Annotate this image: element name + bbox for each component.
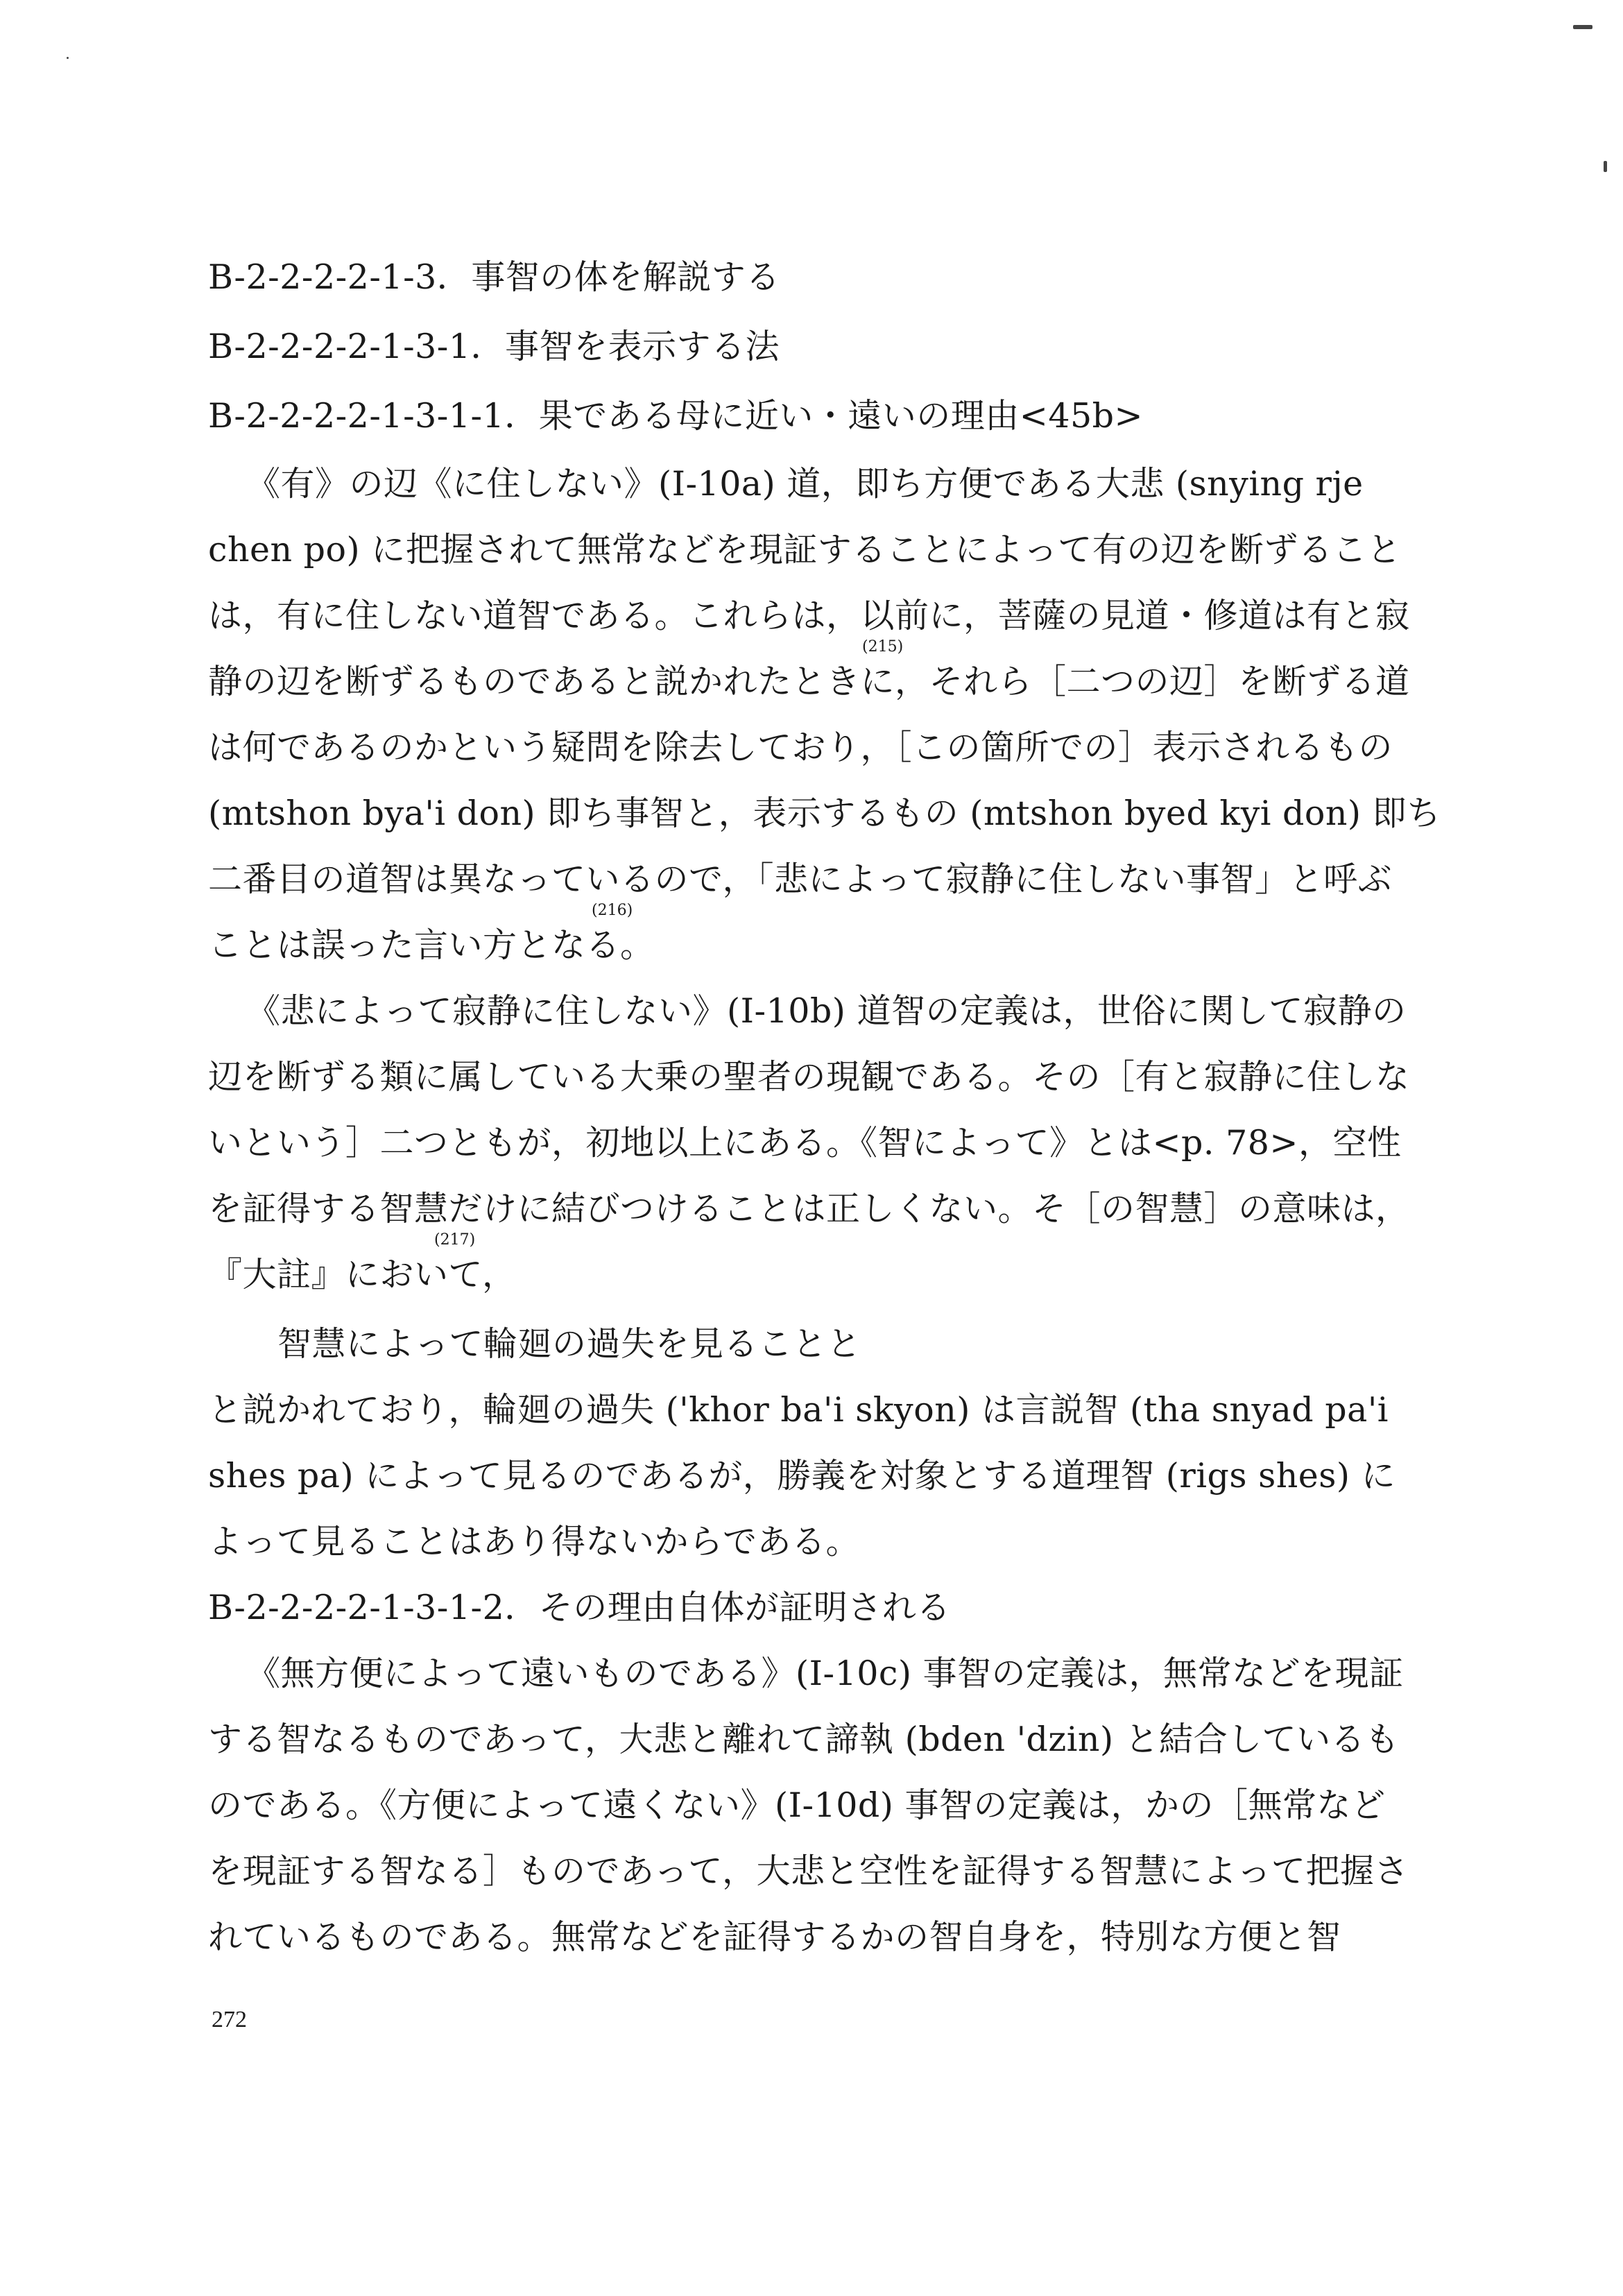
text-line: は何であるのかという疑問を除去しており，［この箇所での］表示されるもの [208,728,1393,767]
section-heading: B-2-2-2-2-1-3．事智の体を解説する [208,257,780,297]
text-line: 二番目の道智は異なっているので，「悲によって寂静に住しない事智」と呼ぶ [208,859,1393,899]
section-heading: B-2-2-2-2-1-3-1-1．果である母に近い・遠いの理由<45b> [208,396,1144,436]
text-line: (mtshon bya'i don) 即ち事智と，表示するもの (mtshon byed kyi don) 即ち [208,794,1441,833]
footnote-marker: (215) [862,638,904,656]
block-quote: 智慧によって輪廻の過失を見ることと [277,1324,861,1364]
text-line: chen po) に把握されて無常などを現証することによって有の辺を断ずること [208,530,1402,569]
text-line: 辺を断ずる類に属している大乗の聖者の現観である。その［有と寂静に住しな [208,1057,1410,1097]
scan-speck [1573,25,1592,29]
text-line: れているものである。無常などを証得するかの智自身を，特別な方便と智 [208,1917,1341,1957]
text-line: 『大註』において， [208,1255,517,1294]
text-line: 静の辺を断ずるものであると説かれたときに，それら［二つの辺］を断ずる道 [208,662,1410,701]
text-line: いという］二つともが，初地以上にある。《智によって》とは<p. 78>，空性 [208,1123,1402,1163]
scan-speck [67,57,69,59]
text-line: ことは誤った言い方となる。 [208,925,655,965]
text-line: する智なるものであって，大悲と離れて諦執 (bden 'dzin) と結合しているも [208,1720,1400,1759]
footnote-marker: (217) [434,1231,476,1249]
scan-speck [1604,161,1607,172]
text-line: 《悲によって寂静に住しない》(I-10b) 道智の定義は，世俗に関して寂静の [246,991,1407,1031]
text-line: shes pa) によって見るのであるが，勝義を対象とする道理智 (rigs shes) に [208,1456,1396,1496]
page-number: 272 [212,2007,247,2032]
footnote-marker: (216) [592,902,633,919]
section-heading: B-2-2-2-2-1-3-1-2．その理由自体が証明される [208,1588,951,1627]
text-line: 《有》の辺《に住しない》(I-10a) 道，即ち方便である大悲 (snying rje [246,464,1364,504]
text-line: よって見ることはあり得ないからである。 [208,1522,861,1561]
section-heading: B-2-2-2-2-1-3-1．事智を表示する法 [208,327,780,366]
text-line: を証得する智慧だけに結びつけることは正しくない。そ［の智慧］の意味は， [208,1189,1410,1228]
text-line: と説かれており，輪廻の過失 ('khor ba'i skyon) は言説智 (tha snyad pa'i [208,1390,1389,1430]
text-line: を現証する智なる］ものであって，大悲と空性を証得する智慧によって把握さ [208,1851,1409,1891]
text-line: は，有に住しない道智である。これらは，以前に，菩薩の見道・修道は有と寂 [208,596,1410,635]
text-line: 《無方便によって遠いものである》(I-10c) 事智の定義は，無常などを現証 [246,1654,1404,1693]
text-line: のである。《方便によって遠くない》(I-10d) 事智の定義は，かの［無常など [208,1785,1386,1825]
